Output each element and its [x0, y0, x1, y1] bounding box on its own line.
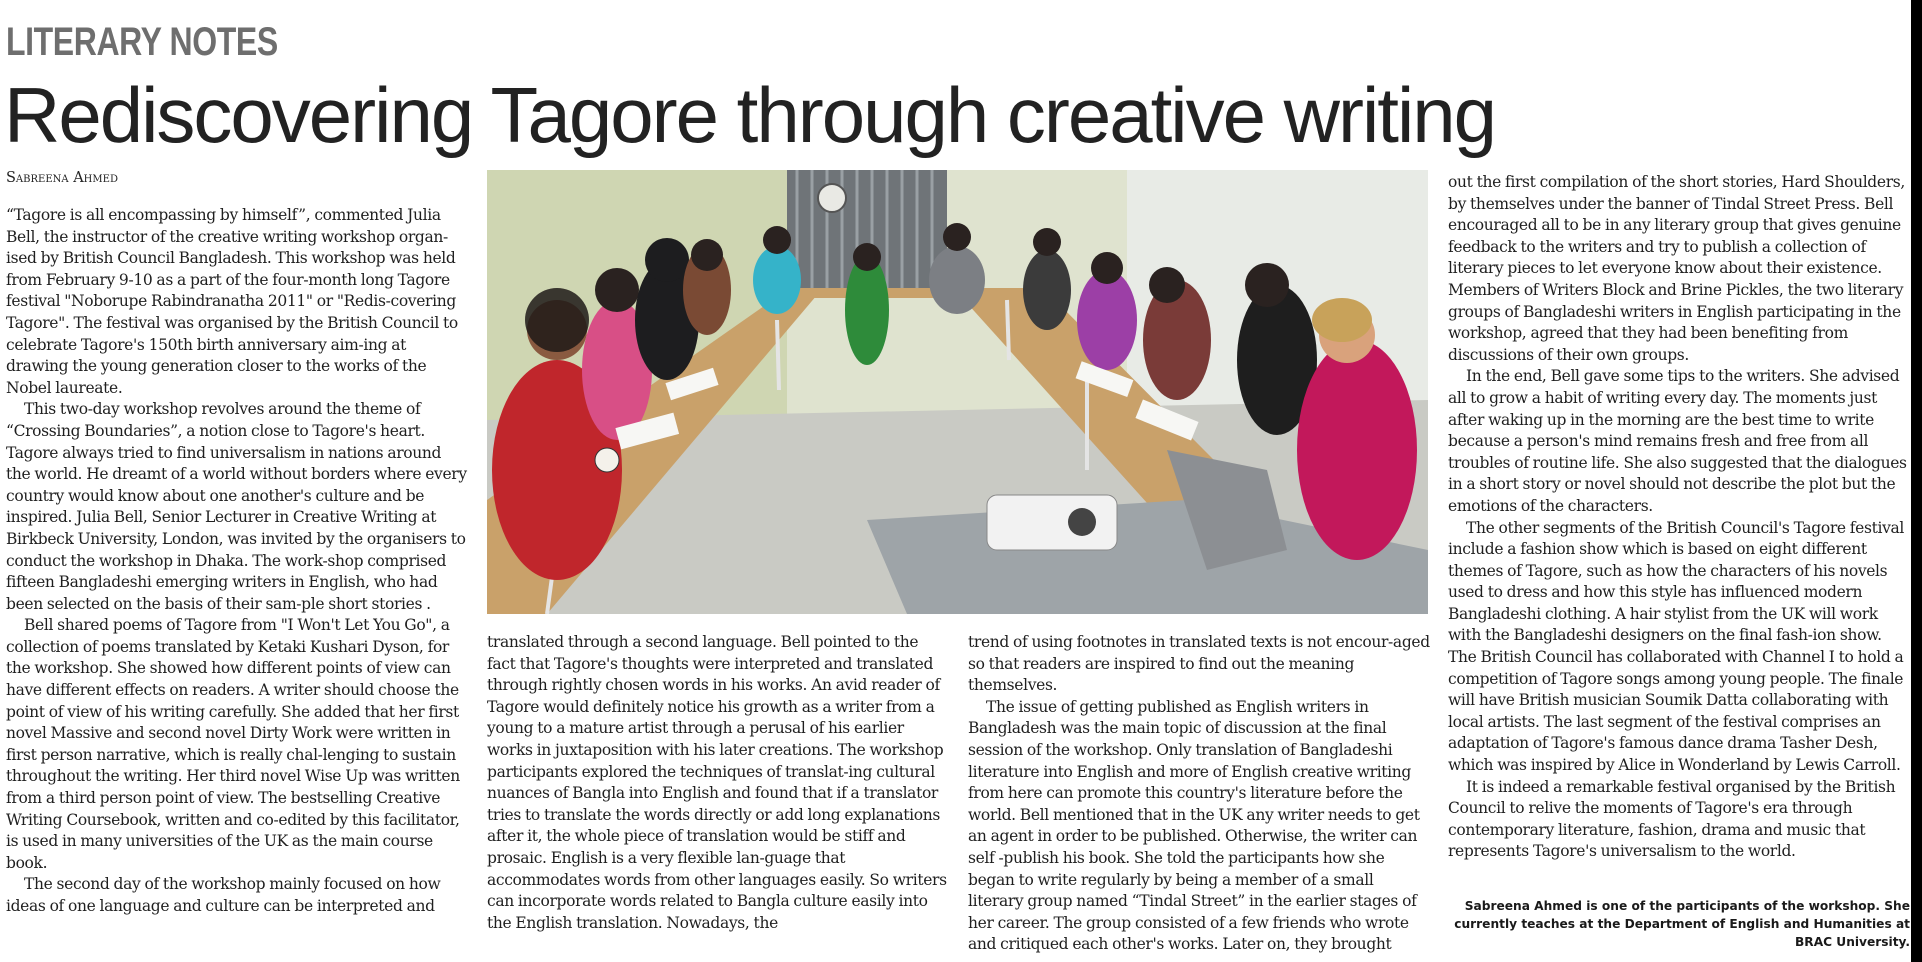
article-column-2	[487, 632, 949, 957]
article-paragraph: The other segments of the British Council's Tagore festival include a fashion show which is based on eight different themes of Tagore, such as how the characters of his novels used to dress and how this style has influenced modern Bangladeshi clothing. A hair stylist from the UK will work with the Bangladeshi designers on the final fash-ion show. The British Council has collaborated with Channel I to hold a competition of Tagore songs among young people. The finale will have British musician Soumik Datta collaborating with local artists. The last segment of the festival comprises an adaptation of Tagore's famous dance drama Tasher Desh, which was inspired by Alice in Wonderland by Lewis Carroll.	[1448, 518, 1904, 775]
article-paragraph: The issue of getting published as English writers in Bangladesh was the main topic of discussion at the final session of the workshop. Only translation of Bangladeshi literature into English and more of English creative writing from here can promote this country's literature before the world. Bell mentioned that in the UK any writer needs to get an agent in order to be published. Otherwise, the writer can self -publish his book. She told the participants how she began to write regularly by being a member of a small literary group named “Tindal Street” in the earlier stages of her career. The group consisted of a few friends who wrote and critiqued each other's works. Later on, they brought	[968, 697, 1420, 954]
article-paragraph: It is indeed a remarkable festival organised by the British Council to relive the moments of Tagore's era through contemporary literature, fashion, drama and music that represents Tagore's universalism to the world.	[1448, 777, 1896, 861]
article-column-4	[1448, 172, 1910, 882]
headline: Rediscovering Tagore through creative writing	[4, 71, 1496, 159]
article-column-3	[968, 632, 1430, 957]
byline: Sabreena Ahmed	[6, 170, 118, 186]
article-paragraph: In the end, Bell gave some tips to the writers. She advised all to grow a habit of writing every day. The moments just after waking up in the morning are the best time to write because a person's mind remains fresh and free from all troubles of routine life. She also suggested that the dialogues in a short story or novel should not describe the plot but the emotions of the characters.	[1448, 367, 1907, 515]
page-edge-rule	[1911, 0, 1922, 962]
article-column-1	[6, 205, 468, 957]
article-paragraph: “Tagore is all encompassing by himself”, commented Julia Bell, the instructor of the creative writing workshop organ-ised by British Council Bangladesh. This workshop was held from February 9-10 as a part of the four-month long Tagore festival "Noborupe Rabindranatha 2011" or "Redis-covering Tagore". The festival was organised by the British Council to celebrate Tagore's 150th birth anniversary aim-ing at drawing the young generation closer to the works of the Nobel laureate.	[6, 206, 458, 397]
article-paragraph: The second day of the workshop mainly focused on how ideas of one language and culture can be interpreted and	[6, 875, 441, 915]
section-label: LITERARY NOTES	[6, 20, 278, 64]
workshop-photo	[487, 170, 1428, 614]
article-paragraph: out the first compilation of the short stories, Hard Shoulders, by themselves under the banner of Tindal Street Press. Bell encouraged all to be in any literary group that gives genuine feedback to the writers and try to publish a collection of literary pieces to let everyone know about their existence. Members of Writers Block and Brine Pickles, the two literary groups of Bangladeshi writers in English participating in the workshop, agreed that they had been benefiting from discussions of their own groups.	[1448, 173, 1905, 364]
workshop-photo-illustration	[487, 170, 1428, 614]
article-paragraph: Bell shared poems of Tagore from "I Won't Let You Go", a collection of poems translated by Ketaki Kushari Dyson, for the workshop. She showed how different points of view can have different effects on readers. A writer should choose the point of view of his writing carefully. She added that her first novel Massive and second novel Dirty Work were written in first person narrative, which is really chal-lenging to sustain throughout the writing. Her third novel Wise Up was written from a third person point of view. The bestselling Creative Writing Coursebook, written and co-edited by this facilitator, is used in many universities of the UK as the main course book.	[6, 616, 460, 872]
article-paragraph: This two-day workshop revolves around the theme of “Crossing Boundaries”, a notion close to Tagore's heart. Tagore always tried to find universalism in nations around the world. He dreamt of a world without borders where every country would know about one another's culture and be inspired. Julia Bell, Senior Lecturer in Creative Writing at Birkbeck University, London, was invited by the organisers to conduct the workshop in Dhaka. The work-shop comprised fifteen Bangladeshi emerging writers in English, who had been selected on the basis of their sam-ple short stories .	[6, 400, 467, 613]
article-paragraph: translated through a second language. Bell pointed to the fact that Tagore's thoughts were interpreted and translated through rightly chosen words in his works. An avid reader of Tagore would definitely notice his growth as a writer from a young to a mature artist through a perusal of his earlier works in juxtaposition with his later creations. The workshop participants explored the techniques of translat-ing cultural nuances of Bangla into English and found that if a translator tries to translate the words directly or add long explanations after it, the whole piece of translation would be stiff and prosaic. English is a very flexible lan-guage that accommodates words from other languages easily. So writers can incorporate words related to Bangla culture easily into the English translation. Nowadays, the	[487, 633, 947, 932]
article-paragraph: trend of using footnotes in translated texts is not encour-aged so that readers are inspired to find out the meaning themselves.	[968, 633, 1430, 695]
author-credit: Sabreena Ahmed is one of the participants of the workshop. She currently teaches at the Department of English and Humanities at BRAC University.	[1454, 899, 1910, 949]
